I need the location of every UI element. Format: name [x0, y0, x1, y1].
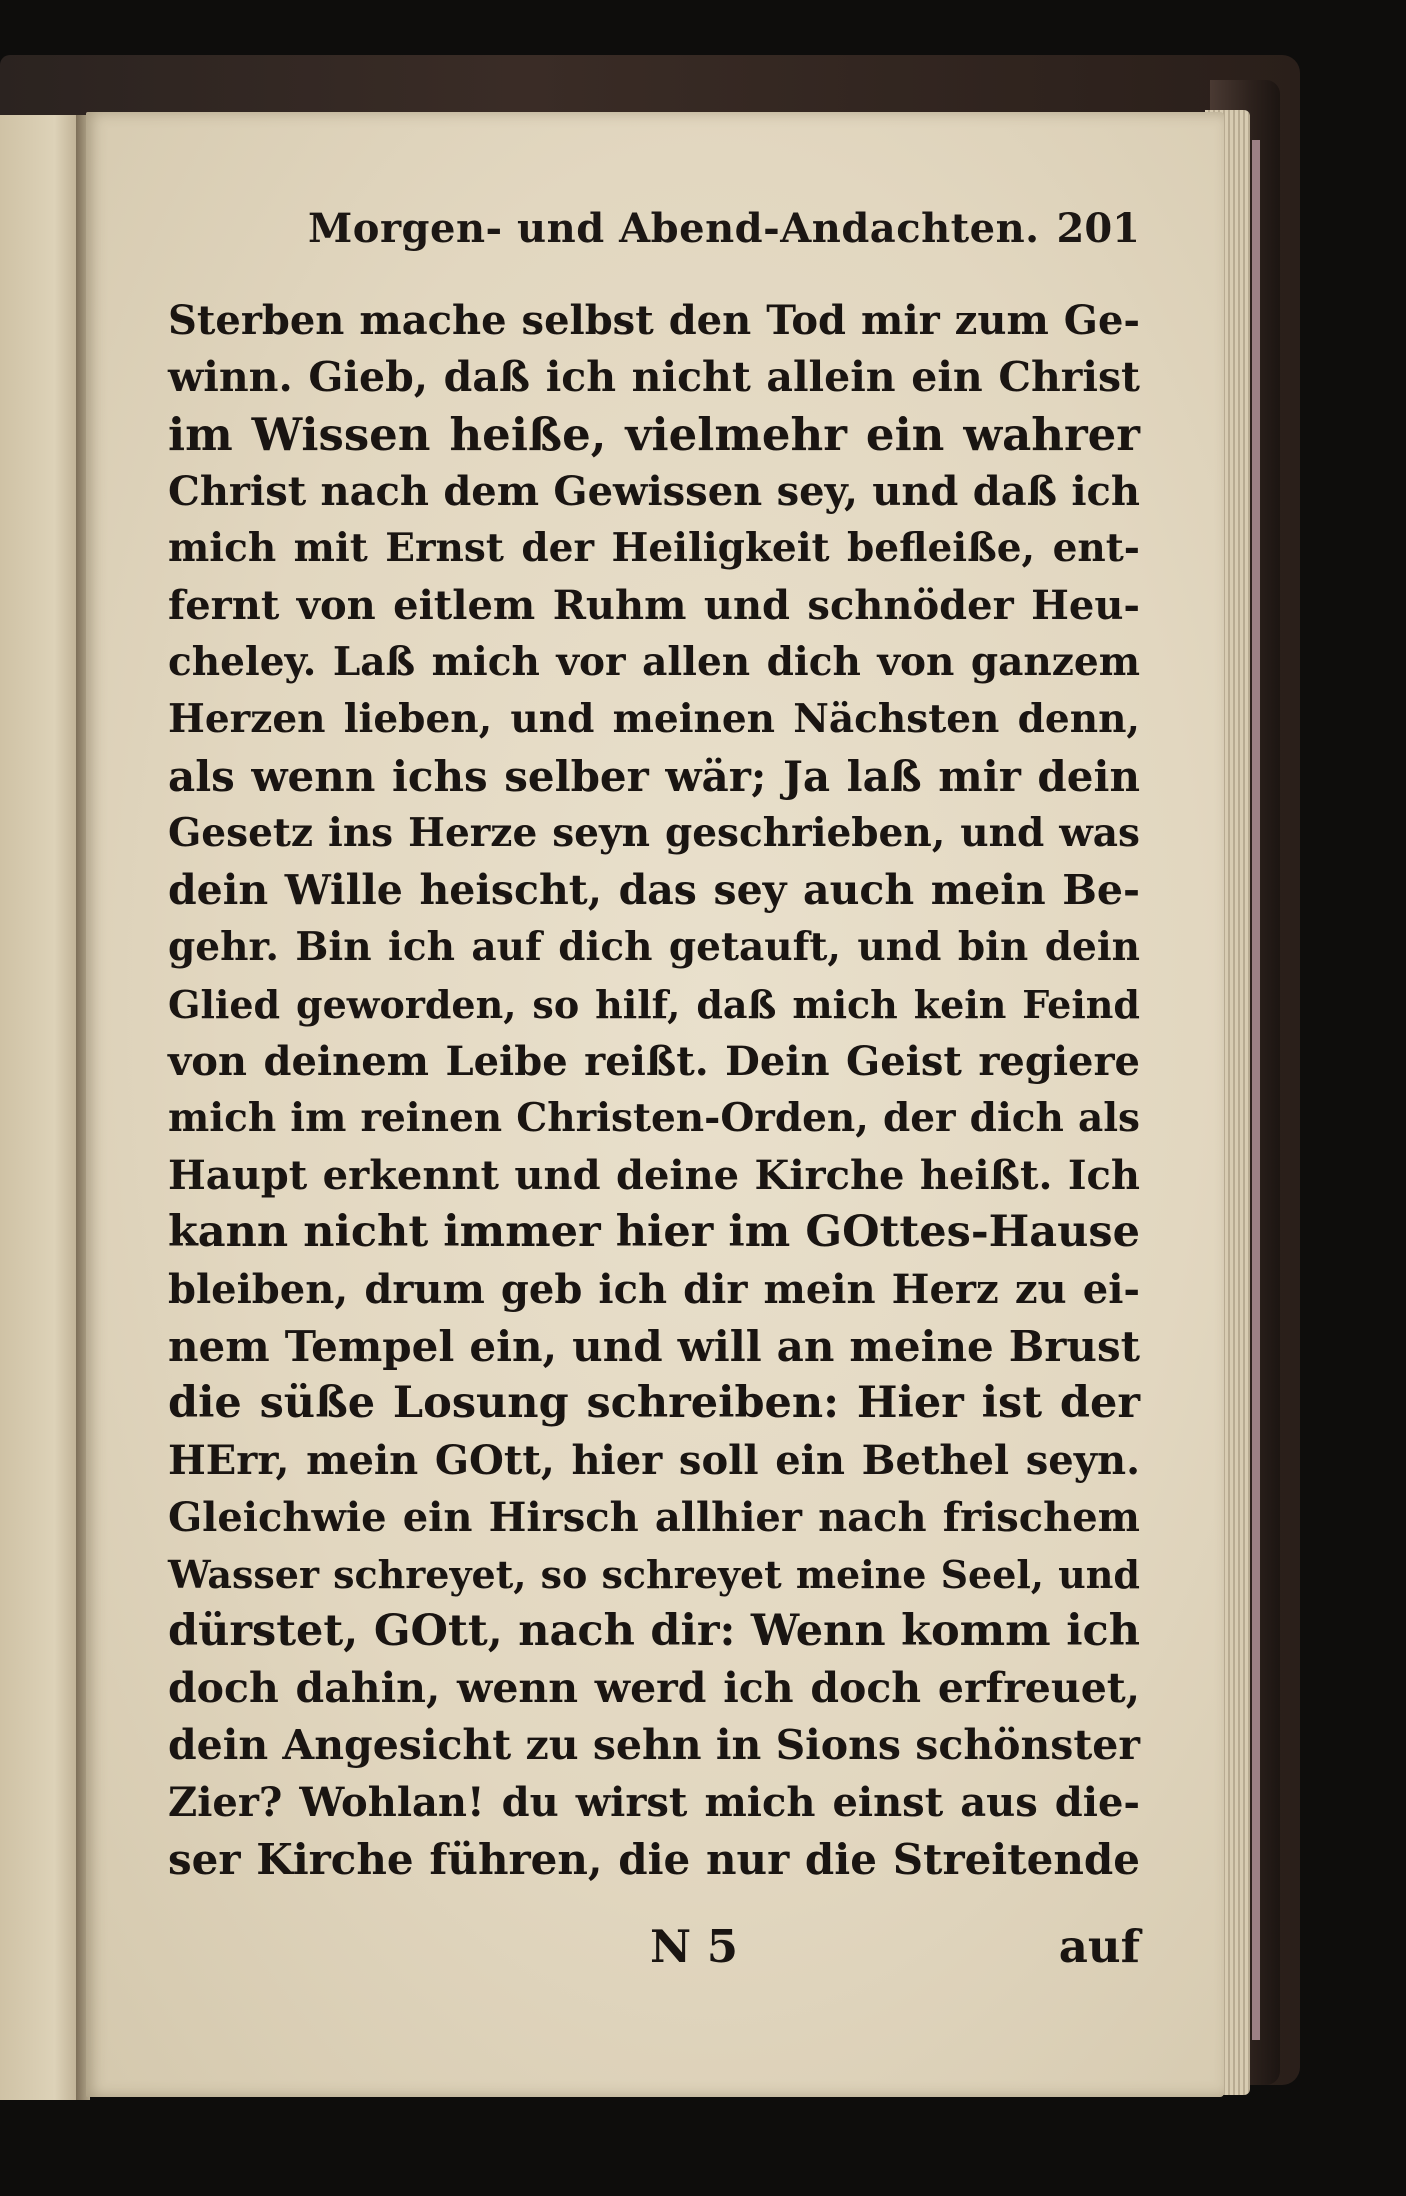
text-line: winn. Gieb, daß ich nicht allein ein Christ [168, 353, 1140, 401]
text-line: fernt von eitlem Ruhm und schnöder Heu- [168, 582, 1140, 629]
text-line: Gleichwie ein Hirsch allhier nach frischem [168, 1494, 1140, 1541]
text-line: Gesetz ins Herze seyn geschrieben, und was [168, 810, 1140, 856]
text-line: im Wissen heiße, vielmehr ein wahrer [168, 408, 1140, 461]
text-line: bleiben, drum geb ich dir mein Herz zu ei- [168, 1266, 1140, 1313]
signature-mark: N 5 [650, 1920, 739, 1973]
text-line: kann nicht immer hier im GOttes-Hause [168, 1207, 1140, 1257]
page-block-edge [1252, 140, 1260, 2040]
running-title: Morgen- und Abend-Andachten. [308, 205, 1040, 252]
text-line: doch dahin, wenn werd ich doch erfreuet, [168, 1664, 1140, 1712]
text-line: von deinem Leibe reißt. Dein Geist regiere [168, 1038, 1140, 1085]
text-line: dürstet, GOtt, nach dir: Wenn komm ich [168, 1606, 1140, 1656]
text-line: dein Angesicht zu sehn in Sions schönster [168, 1721, 1140, 1769]
body-text [168, 292, 1140, 1888]
text-line: die süße Losung schreiben: Hier ist der [168, 1378, 1140, 1428]
text-line: dein Wille heischt, das sey auch mein Be- [168, 866, 1140, 914]
text-line: Christ nach dem Gewissen sey, und daß ich [168, 468, 1140, 515]
text-line: gehr. Bin ich auf dich getauft, und bin dein [168, 924, 1140, 970]
text-line: mich im reinen Christen-Orden, der dich als [168, 1095, 1140, 1141]
text-line: Haupt erkennt und deine Kirche heißt. Ich [168, 1152, 1140, 1199]
text-line: Glied geworden, so hilf, daß mich kein Feind [168, 982, 1140, 1027]
text-line: Zier? Wohlan! du wirst mich einst aus die- [168, 1779, 1140, 1826]
text-line: Wasser schreyet, so schreyet meine Seel, und [168, 1552, 1140, 1597]
page-header [220, 205, 1140, 265]
text-line: cheley. Laß mich vor allen dich von ganzem [168, 639, 1140, 685]
text-line: als wenn ichs selber wär; Ja laß mir dein [168, 752, 1140, 801]
text-line: Sterben mache selbst den Tod mir zum Ge- [168, 297, 1140, 344]
text-line: Herzen lieben, und meinen Nächsten denn, [168, 696, 1140, 742]
catchword: auf [1058, 1920, 1140, 1973]
page-number: 201 [1056, 205, 1140, 252]
text-line: mich mit Ernst der Heiligkeit befleiße, ent- [168, 525, 1140, 571]
text-line: ser Kirche führen, die nur die Streitende [168, 1835, 1140, 1884]
previous-page-sliver [0, 115, 80, 2100]
page-footer [168, 1920, 1140, 1980]
text-line: nem Tempel ein, und will an meine Brust [168, 1322, 1140, 1371]
text-line: HErr, mein GOtt, hier soll ein Bethel seyn. [168, 1437, 1140, 1484]
